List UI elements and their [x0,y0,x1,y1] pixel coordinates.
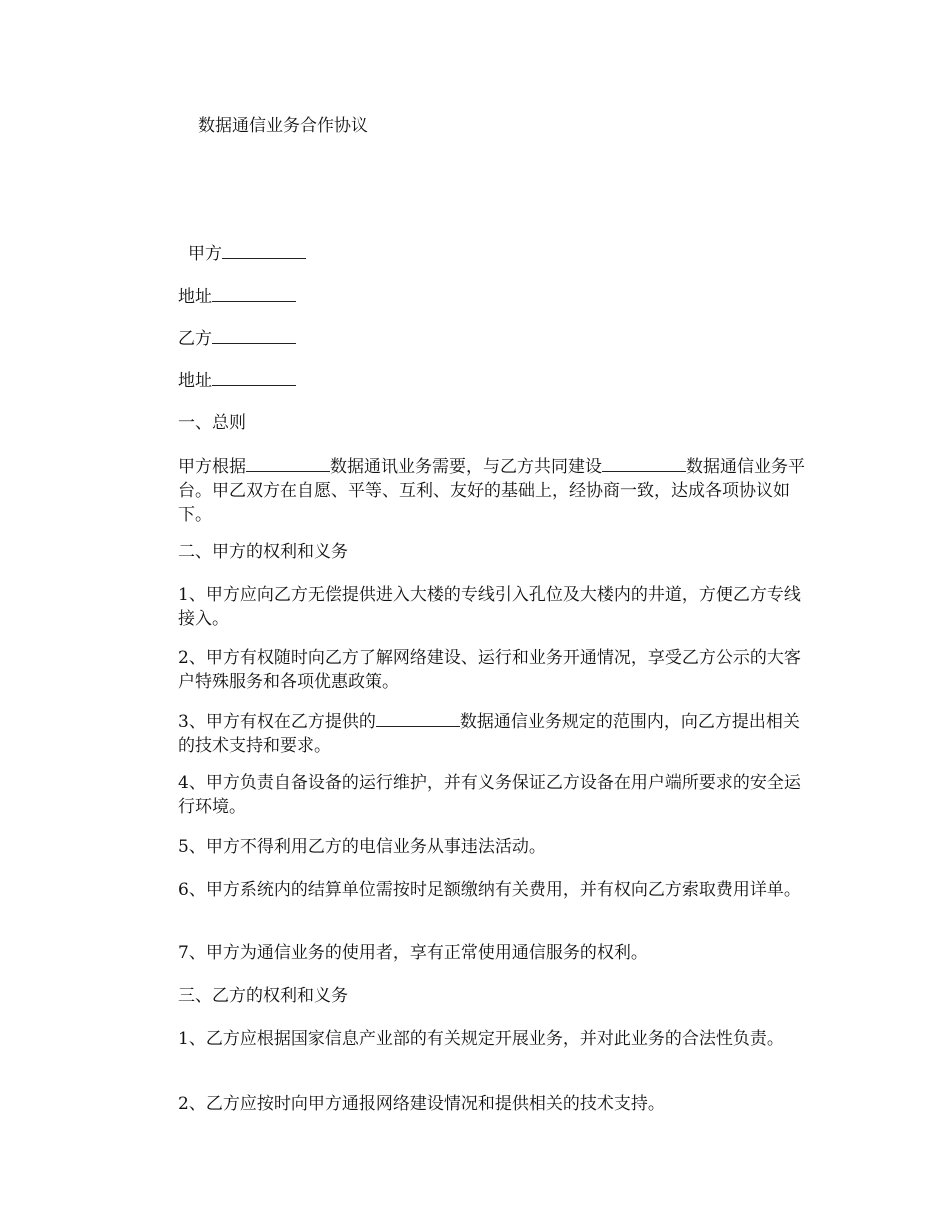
party-b-line [178,327,296,351]
section1-blank-1 [246,455,330,472]
section2-item-3-blank [376,710,460,727]
party-b-blank [212,327,296,344]
section3-item-2: 2、乙方应按时向甲方通报网络建设情况和提供相关的技术支持。 [178,1094,665,1114]
party-a-blank [222,242,306,259]
section1-p1-b: 数据通讯业务需要，与乙方共同建设 [330,457,602,477]
section1-p1-a: 甲方根据 [178,457,246,477]
party-a-address-blank [212,285,296,302]
section1-heading: 一、总则 [178,413,246,433]
section2-item-3 [178,710,810,758]
section2-item-6: 6、甲方系统内的结算单位需按时足额缴纳有关费用，并有权向乙方索取费用详单。 [178,880,801,900]
party-a-line [188,242,306,266]
section2-item-3-b: 数据通信业务规定的范围内，向乙方提出相关的技术支持和要求。 [178,712,800,756]
party-a-address-label: 地址 [178,287,212,307]
section2-heading: 二、甲方的权利和义务 [178,542,348,562]
section2-item-2: 2、甲方有权随时向乙方了解网络建设、运行和业务开通情况，享受乙方公示的大客户特殊服务和各项优惠政策。 [178,648,801,692]
section1-blank-2 [602,455,686,472]
party-a-label: 甲方 [188,244,222,264]
section2-item-3-a: 3、甲方有权在乙方提供的 [178,712,376,732]
section3-item-1: 1、乙方应根据国家信息产业部的有关规定开展业务，并对此业务的合法性负责。 [178,1029,784,1049]
party-b-address-line [178,369,296,393]
section3-heading: 三、乙方的权利和义务 [178,986,348,1006]
party-b-label: 乙方 [178,329,212,349]
document-title: 数据通信业务合作协议 [198,116,368,136]
section1-paragraph [178,455,810,527]
section2-item-5: 5、甲方不得利用乙方的电信业务从事违法活动。 [178,837,546,857]
party-b-address-label: 地址 [178,371,212,391]
section2-item-1: 1、甲方应向乙方无偿提供进入大楼的专线引入孔位及大楼内的井道，方便乙方专线接入。 [178,585,801,629]
section2-item-7: 7、甲方为通信业务的使用者，享有正常使用通信服务的权利。 [178,943,648,963]
section1-p1-c: 数据通信业务平台。甲乙双方在自愿、平等、互利、友好的基础上，经协商一致，达成各项协议如下。 [178,457,805,525]
party-b-address-blank [212,369,296,386]
section2-item-4: 4、甲方负责自备设备的运行维护，并有义务保证乙方设备在用户端所要求的安全运行环境。 [178,773,801,817]
party-a-address-line [178,285,296,309]
